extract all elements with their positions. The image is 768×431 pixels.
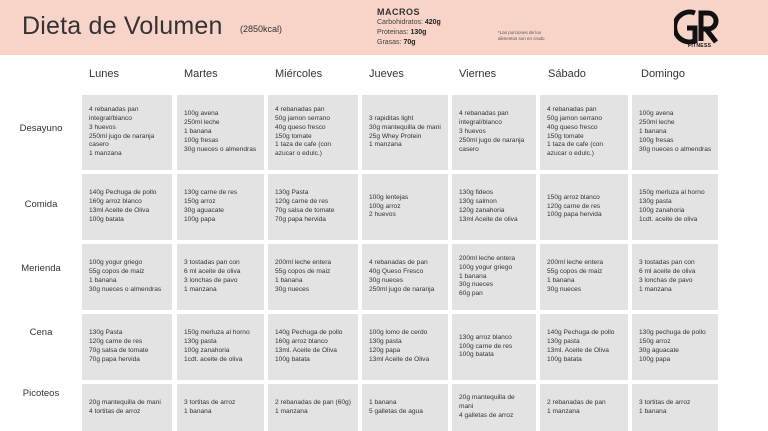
day-header: Jueves xyxy=(369,68,404,80)
meal-cell xyxy=(177,384,264,431)
meal-cell xyxy=(268,95,358,170)
meal-label: Comida xyxy=(24,199,58,210)
food-item: 1cdt. aceite de oliva xyxy=(184,355,243,363)
meal-cell xyxy=(452,95,536,170)
food-item: 100g papa hervida xyxy=(547,211,602,219)
meal-cell xyxy=(268,174,358,240)
macros-title: MACROS xyxy=(377,7,420,17)
food-item: 30g nueces o almendras xyxy=(639,145,712,153)
meal-cell xyxy=(82,384,172,431)
food-item: 200ml leche entera xyxy=(459,254,516,262)
food-item: 1cdt. aceite de oliva xyxy=(639,215,698,223)
food-item: 3 tostadas pan con xyxy=(184,259,240,267)
macro-fat xyxy=(377,38,441,48)
food-item: 1 banana xyxy=(639,407,667,415)
meal-cell xyxy=(452,384,536,431)
food-item: 13ml Aceite de Oliva xyxy=(89,207,150,214)
food-item: 1 banana xyxy=(547,277,575,284)
food-item: 3 lonchas de pavo xyxy=(639,277,693,284)
food-item: 100g carne de res xyxy=(459,342,513,350)
food-item: 13ml. Aceite de Oliva xyxy=(275,347,337,354)
meal-cell xyxy=(82,174,172,240)
food-item: 100g papa xyxy=(184,215,216,223)
food-item: 200ml leche entera xyxy=(275,259,332,267)
food-item: 100g avena xyxy=(639,110,674,118)
logo-subtitle: FITNESS xyxy=(688,43,712,49)
food-item: 150g arroz xyxy=(184,198,216,206)
food-item: 100g batata xyxy=(459,351,494,359)
food-item: 20g mantequilla de mani xyxy=(89,398,161,406)
food-item: 120g carne de res xyxy=(547,202,601,210)
food-item: 50g jamon serrano xyxy=(547,114,602,122)
food-item: 30g nueces xyxy=(369,277,404,284)
food-item: 30g nueces o almendras xyxy=(184,145,257,153)
meal-cell xyxy=(177,95,264,170)
food-item: 130g pasta xyxy=(184,338,217,346)
food-item: 30g nueces o almendras xyxy=(89,285,162,293)
kcal-label: (2850kcal) xyxy=(240,24,283,34)
food-item: 50g jamon serrano xyxy=(275,114,330,122)
macro-carbs xyxy=(377,18,441,28)
food-item: 140g Pechuga de pollo xyxy=(547,329,615,337)
food-item: 1 manzana xyxy=(639,285,672,293)
meal-cell xyxy=(177,244,264,310)
food-item: 30g mantequilla de mani xyxy=(369,123,441,131)
food-item: 150g arroz xyxy=(639,338,671,346)
food-item: 4 tortitas de arroz xyxy=(89,407,141,415)
food-item: 1 manzana xyxy=(89,150,122,158)
food-item: 2 rebanadas de pan xyxy=(547,398,606,406)
food-item: 100g zanahoria xyxy=(184,347,230,354)
day-header: Domingo xyxy=(641,68,686,80)
food-item: 2 rebanadas de pan (60g) xyxy=(275,398,351,406)
meal-label: Picoteos xyxy=(22,388,60,399)
food-item: 100g fresas xyxy=(639,136,674,144)
food-item: 6 ml aceite de oliva xyxy=(639,268,696,276)
food-item: 130g Pasta xyxy=(89,329,123,337)
food-item: 120g carne de res xyxy=(89,338,143,346)
food-item: 55g copos de maiz xyxy=(89,268,145,276)
food-item: 1 banana xyxy=(89,277,117,284)
food-item: 120g papa xyxy=(369,347,401,354)
food-item: 13ml Aceite de Oliva xyxy=(369,355,430,363)
food-item: 150g merluza al horno xyxy=(184,329,250,337)
meal-cell xyxy=(632,95,718,170)
food-item: 250ml jugo de naranja casero xyxy=(459,136,525,153)
meal-cell xyxy=(268,314,358,380)
food-item: 100g yogur griego xyxy=(459,263,513,271)
food-item: 100g fresas xyxy=(184,136,219,144)
meal-cell xyxy=(452,174,536,240)
food-item: 130g pasta xyxy=(547,338,580,346)
meal-label: Cena xyxy=(29,327,53,338)
food-item: 4 rebanadas pan xyxy=(275,105,325,113)
macro-protein xyxy=(377,28,441,38)
food-item: 150g tomate xyxy=(275,132,312,140)
food-item: 30g aguacate xyxy=(639,347,679,354)
food-item: 1 banana xyxy=(184,128,212,136)
food-item: 1 banana xyxy=(459,272,487,280)
food-item: 4 rebanadas pan integral/blanco xyxy=(459,110,509,127)
meal-cell xyxy=(632,314,718,380)
food-item: 1 banana xyxy=(184,407,212,415)
food-item: 6 ml aceite de oliva xyxy=(184,268,241,276)
food-item: 250ml leche xyxy=(639,119,675,127)
food-item: 250ml jugo de naranja casero xyxy=(89,132,155,149)
food-item: 130g pechuga de pollo xyxy=(639,329,706,337)
food-item: 100g lentejas xyxy=(369,193,409,201)
food-item: 130g fideos xyxy=(459,189,494,197)
food-item: 3 tostadas pan con xyxy=(639,259,695,267)
meal-cell xyxy=(268,244,358,310)
food-item: 30g aguacate xyxy=(184,207,224,214)
day-header: Sábado xyxy=(548,68,586,80)
food-item: 70g salsa de tomate xyxy=(89,347,149,354)
food-item: 160g arroz blanco xyxy=(275,338,328,346)
macro-label: Grasas: xyxy=(377,39,402,46)
meal-cell xyxy=(177,314,264,380)
food-item: 100g papa xyxy=(639,355,671,363)
food-item: 40g queso fresco xyxy=(275,123,326,131)
meal-cell xyxy=(540,244,628,310)
food-item: 130g pasta xyxy=(639,198,672,206)
food-item: 40g Queso Fresco xyxy=(369,268,424,276)
food-item: 150g arroz blanco xyxy=(547,193,600,201)
meal-cell xyxy=(452,314,536,380)
food-item: 150g tomate xyxy=(547,132,584,140)
food-item: 250ml leche xyxy=(184,119,220,127)
food-item: 120g zanahoria xyxy=(459,207,505,214)
food-item: 2 huevos xyxy=(369,211,396,219)
macro-value: 70g xyxy=(403,39,416,46)
meal-label: Desayuno xyxy=(19,123,63,134)
food-item: 55g copos de maiz xyxy=(547,268,603,276)
food-item: 200ml leche entera xyxy=(547,259,604,267)
food-item: 130g arroz blanco xyxy=(459,333,512,341)
food-item: 3 tortitas de arroz xyxy=(639,398,691,406)
food-item: 100g arroz xyxy=(369,202,401,210)
food-item: 3 tortitas de arroz xyxy=(184,398,236,406)
food-item: 130g carne de res xyxy=(184,189,238,197)
food-item: 70g papa hervida xyxy=(89,355,140,363)
food-item: 100g batata xyxy=(547,355,582,363)
meal-cell xyxy=(268,384,358,431)
food-item: 4 rebanadas de pan xyxy=(369,259,428,267)
day-header: Martes xyxy=(184,68,218,80)
food-item: 13ml. Aceite de Oliva xyxy=(547,347,609,354)
food-item: 100g yogur griego xyxy=(89,259,143,267)
food-item: 130g Pasta xyxy=(275,189,309,197)
food-item: 100g lomo de cerdo xyxy=(369,329,428,337)
food-item: 25g Whey Protein xyxy=(369,132,422,140)
food-item: 100g batata xyxy=(275,355,310,363)
food-item: 100g batata xyxy=(89,215,124,223)
food-item: 1 banana xyxy=(275,277,303,284)
meal-cell xyxy=(632,174,718,240)
food-item: 55g copos de maiz xyxy=(275,268,331,276)
meal-cell xyxy=(452,244,536,310)
meal-cell xyxy=(82,244,172,310)
macro-label: Carbohidratos: xyxy=(377,19,423,26)
food-item: 3 huevos xyxy=(89,123,116,131)
food-item: 100g avena xyxy=(184,110,219,118)
food-item: 4 rebanadas pan xyxy=(547,105,597,113)
food-item: 5 galletas de agua xyxy=(369,407,423,415)
food-item: 70g papa hervida xyxy=(275,215,326,223)
macro-value: 130g xyxy=(410,29,427,36)
macros-box xyxy=(377,7,441,48)
food-item: 130g pasta xyxy=(369,338,402,346)
meal-cell xyxy=(362,95,448,170)
food-item: 4 rebanadas pan integral/blanco xyxy=(89,105,139,122)
page-title: Dieta de Volumen xyxy=(22,12,223,40)
food-item: 150g merluza al horno xyxy=(639,189,705,197)
food-item: 1 banana xyxy=(369,398,397,406)
food-item: 100g zanahoria xyxy=(639,207,685,214)
meal-cell xyxy=(540,95,628,170)
portion-note: *Las porciones de los alimentos son en crudo xyxy=(498,30,545,41)
macro-value: 420g xyxy=(424,19,441,26)
meal-cell xyxy=(362,314,448,380)
food-item: 30g nueces xyxy=(275,285,310,293)
meal-cell xyxy=(632,244,718,310)
food-item: 3 rapiditas light xyxy=(369,114,414,122)
food-item: 140g Pechuga de pollo xyxy=(275,329,343,337)
meal-cell xyxy=(82,95,172,170)
meal-cell xyxy=(632,384,718,431)
food-item: 1 taza de cafe (con azucar o edulc.) xyxy=(547,141,604,158)
meal-cell xyxy=(362,174,448,240)
meal-cell xyxy=(540,314,628,380)
day-header: Viernes xyxy=(459,68,497,80)
food-item: 3 lonchas de pavo xyxy=(184,277,238,284)
food-item: 4 galletas de arroz xyxy=(459,411,514,419)
food-item: 250ml jugo de naranja xyxy=(369,285,435,293)
food-item: 160g arroz blanco xyxy=(89,198,142,206)
food-item: 1 taza de cafe (con azucar o edulc.) xyxy=(275,141,332,158)
food-item: 1 manzana xyxy=(275,407,308,415)
meal-cell xyxy=(540,384,628,431)
meal-cell xyxy=(540,174,628,240)
food-item: 120g carne de res xyxy=(275,198,329,206)
header-banner xyxy=(0,0,768,55)
food-item: 13ml Aceite de oliva xyxy=(459,215,518,223)
food-item: 70g salsa de tomate xyxy=(275,207,335,214)
food-item: 40g queso fresco xyxy=(547,123,598,131)
meal-cell xyxy=(362,384,448,431)
food-item: 3 huevos xyxy=(459,128,486,136)
day-header: Miércoles xyxy=(275,68,323,80)
food-item: 1 banana xyxy=(639,128,667,136)
meal-cell xyxy=(82,314,172,380)
food-item: 30g nueces xyxy=(459,281,494,289)
meal-cell xyxy=(177,174,264,240)
food-item: 60g pan xyxy=(459,290,483,298)
food-item: 1 manzana xyxy=(184,285,217,293)
food-item: 1 manzana xyxy=(369,141,402,149)
food-item: 140g Pechuga de pollo xyxy=(89,189,157,197)
food-item: 30g nueces xyxy=(547,285,582,293)
food-item: 1 manzana xyxy=(547,407,580,415)
food-item: 20g mantequilla de mani xyxy=(459,394,515,411)
meal-label: Merienda xyxy=(21,263,61,274)
macro-label: Proteinas: xyxy=(377,29,409,36)
meal-cell xyxy=(362,244,448,310)
food-item: 130g salmon xyxy=(459,198,497,206)
day-header: Lunes xyxy=(89,68,119,80)
